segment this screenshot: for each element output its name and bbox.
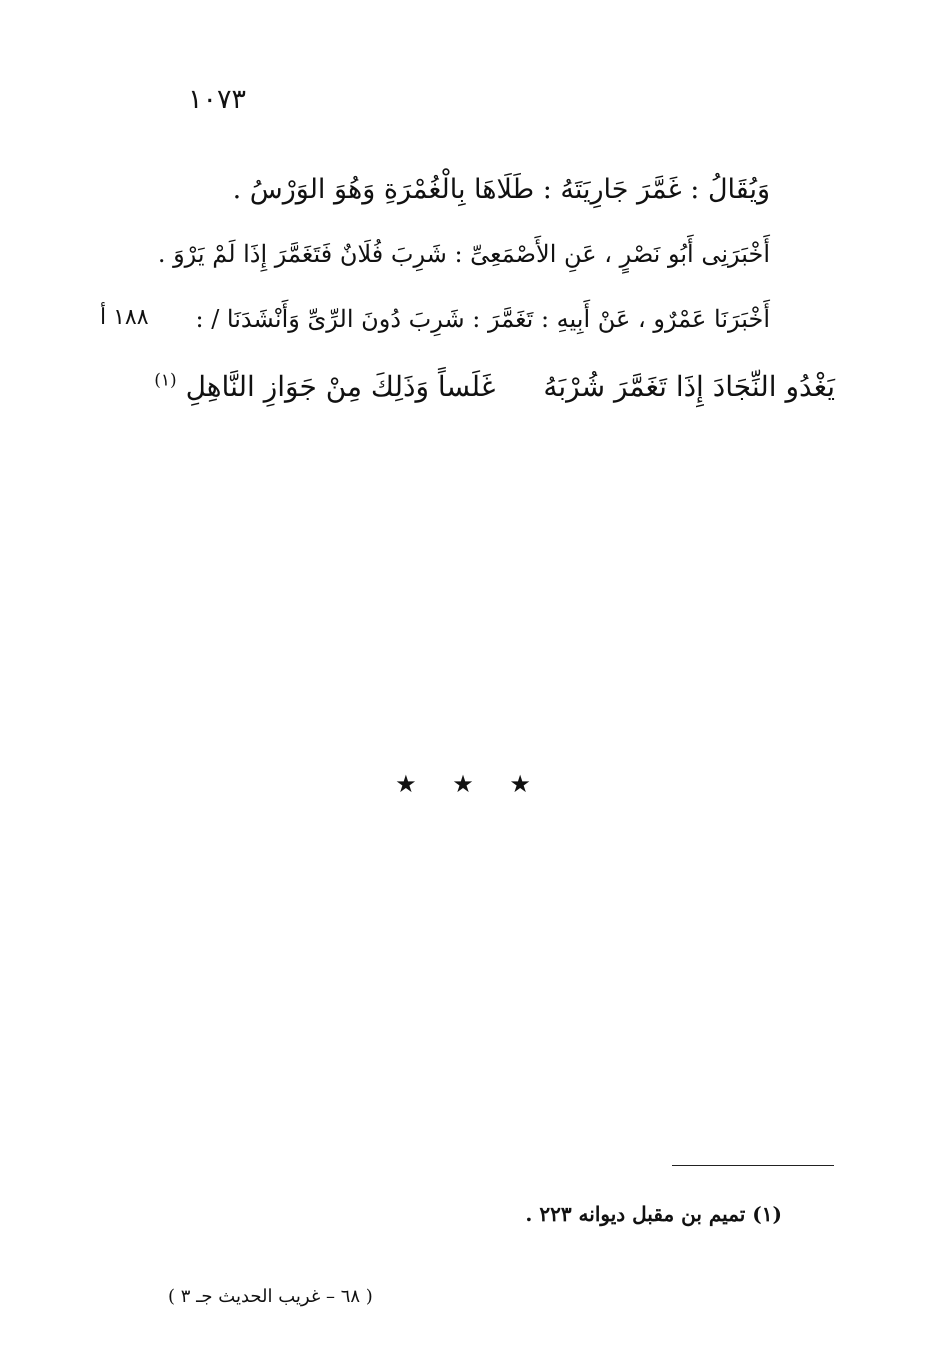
footnote-marker: (١)	[154, 370, 177, 391]
page-number: ١٠٧٣	[188, 84, 247, 115]
footnote: (١) تميم بن مقبل ديوانه ٢٢٣ .	[525, 1202, 782, 1226]
footnote-divider	[672, 1165, 834, 1166]
poetry-verse	[154, 370, 835, 403]
margin-reference: ١٨٨ أ	[100, 305, 149, 330]
text-line-2: أَخْبَرَنِى أَبُو نَصْرٍ ، عَنِ الأَصْمَعِىِّ : شَرِبَ فُلَانٌ فَتَغَمَّرَ إِذَا لَمْ يَرْوَ .	[157, 240, 770, 268]
verse-first-hemistich: يَغْدُو النِّجَادَ إِذَا تَغَمَّرَ شُرْبَهُ	[543, 370, 835, 403]
printer-signature: ( ٦٨ – غريب الحديث جـ ٣ )	[168, 1286, 373, 1307]
text-line-3: أَخْبَرَنَا عَمْرٌو ، عَنْ أَبِيهِ : تَغَمَّرَ : شَرِبَ دُونَ الرِّىِّ وَأَنْشَدَنَا / :	[195, 305, 770, 333]
verse-second-hemistich-text: غَلَساً وَذَلِكَ مِنْ جَوَازِ النَّاهِلِ	[185, 370, 496, 403]
verse-second-hemistich	[154, 370, 495, 403]
section-separator-stars: ★ ★ ★	[395, 770, 545, 798]
text-line-1: وَيُقَالُ : غَمَّرَ جَارِيَتَهُ : طَلَاهَا بِالْغُمْرَةِ وَهُوَ الوَرْسُ .	[232, 174, 770, 205]
